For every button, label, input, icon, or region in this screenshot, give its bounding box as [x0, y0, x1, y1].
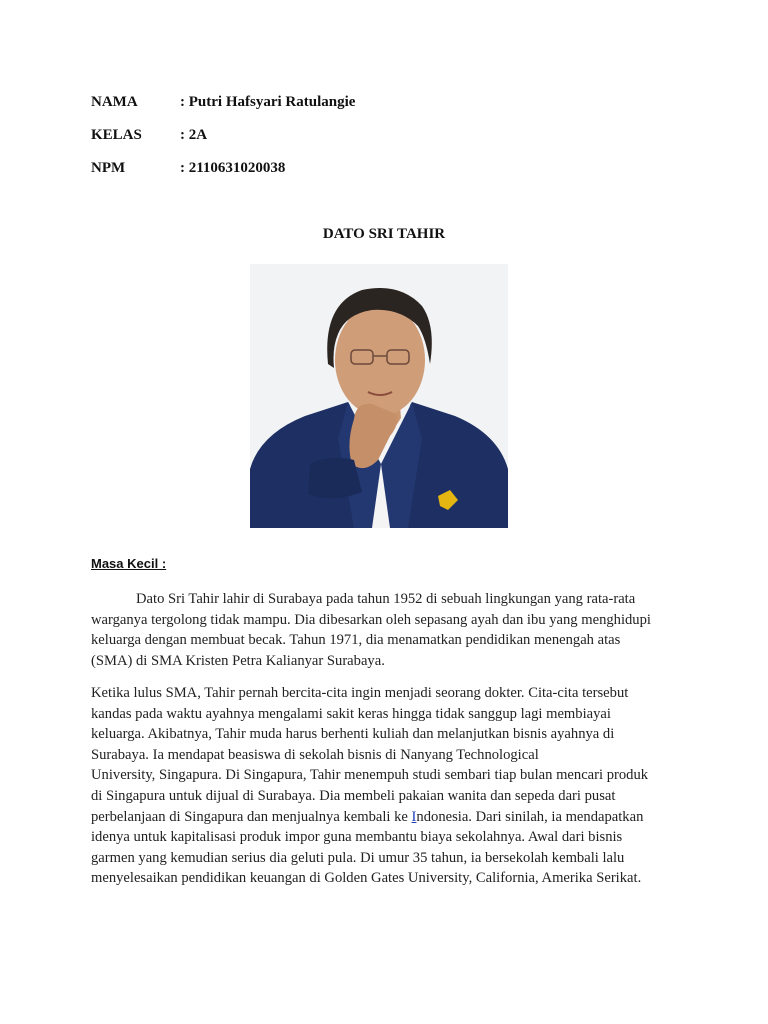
npm-label: NPM	[91, 160, 126, 176]
paragraph-line: di Singapura untuk dijual di Surabaya. Dia membeli pakaian wanita dan sepeda dari pusat	[91, 787, 616, 804]
paragraph-line: Surabaya. Ia mendapat beasiswa di sekolah bisnis di Nanyang Technological	[91, 746, 539, 763]
paragraph-line: keluarga dengan membuat becak. Tahun 1971, dia menamatkan pendidikan menengah atas	[91, 632, 621, 649]
paragraph-line: Dato Sri Tahir lahir di Surabaya pada tahun 1952 di sebuah lingkungan yang rata-rata	[136, 591, 636, 607]
nama-label: NAMA	[91, 94, 138, 110]
paragraph-line: Ketika lulus SMA, Tahir pernah bercita-cita ingin menjadi seorang dokter. Cita-cita tersebut	[91, 685, 629, 701]
paragraph-line: idenya untuk kapitalisasi produk impor guna membantu biaya sekolahnya. Awal dari bisnis	[91, 829, 623, 846]
paragraph-line: warganya tergolong tidak mampu. Dia dibesarkan oleh sepasang ayah dan ibu yang menghidupi	[91, 611, 651, 628]
line-text: ndonesia. Dari sinilah, ia mendapatkan	[416, 808, 644, 825]
paragraph-childhood	[91, 589, 671, 671]
paragraph-line: menyelesaikan pendidikan keuangan di Golden Gates University, California, Amerika Serikat.	[91, 870, 642, 887]
document-title: DATO SRI TAHIR	[322, 226, 446, 242]
paragraph-line: kandas pada waktu ayahnya mengalami sakit keras hingga tidak sanggup lagi membiayai	[91, 705, 611, 722]
portrait-photo	[250, 264, 508, 528]
paragraph-line: University, Singapura. Di Singapura, Tahir menempuh studi sembari tiap bulan mencari produk	[91, 767, 649, 784]
npm-value: : 2110631020038	[180, 160, 286, 176]
section-heading: Masa Kecil :	[91, 556, 167, 571]
line-text: perbelanjaan di Singapura dan menjualnya kembali ke	[91, 808, 412, 825]
kelas-label: KELAS	[91, 127, 142, 143]
paragraph-education	[91, 683, 671, 889]
nama-value: : Putri Hafsyari Ratulangie	[180, 94, 356, 110]
paragraph-line: garmen yang kemudian serius dia geluti pula. Di umur 35 tahun, ia bersekolah kembali lalu	[91, 849, 625, 866]
indonesia-link[interactable]: I	[411, 808, 417, 825]
paragraph-line: (SMA) di SMA Kristen Petra Kalianyar Surabaya.	[91, 652, 385, 669]
paragraph-line	[91, 807, 671, 828]
portrait-illustration	[250, 264, 508, 528]
kelas-value: : 2A	[180, 127, 208, 143]
paragraph-line: keluarga. Akibatnya, Tahir muda harus berhenti kuliah dan melanjutkan bisnis ayahnya di	[91, 726, 615, 743]
